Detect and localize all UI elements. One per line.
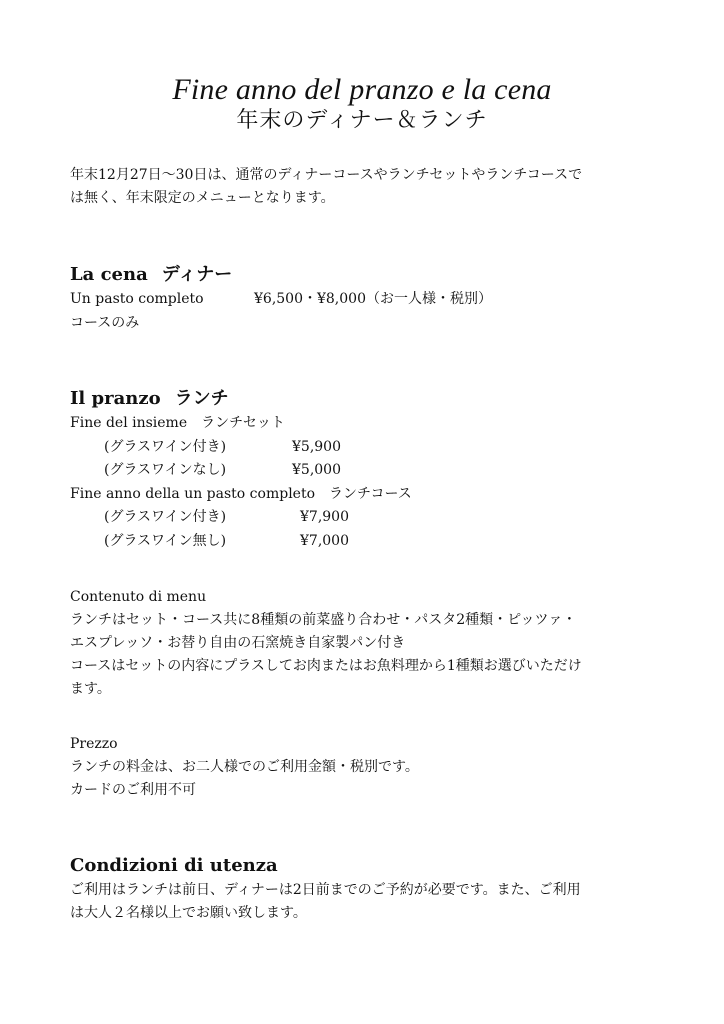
condizioni-line: は大人２名様以上でお願い致します。 xyxy=(70,905,307,921)
set-label-japanese: ランチセット xyxy=(201,415,285,431)
contenuto-line: ます。 xyxy=(70,681,111,697)
section-cena xyxy=(70,262,660,335)
lunch-set-title xyxy=(70,412,660,436)
intro-line: は無く、年末限定のメニューとなります。 xyxy=(70,190,335,206)
contenuto-line: コースはセットの内容にプラスしてお肉またはお魚料理から1種類お選びいただけ xyxy=(70,658,582,674)
section-heading-prezzo: Prezzo xyxy=(70,736,118,752)
section-contenuto xyxy=(70,586,660,701)
cena-note: コースのみ xyxy=(70,314,140,331)
course-price: ¥6,500・¥8,000（お一人様・税別） xyxy=(254,291,492,307)
item-price: ¥7,900 xyxy=(300,509,349,525)
set-label-italian: Fine del insieme xyxy=(70,415,188,431)
heading-japanese: ディナー xyxy=(161,264,233,285)
lunch-course-item xyxy=(70,506,660,530)
intro-line: 年末12月27日〜30日は、通常のディナーコースやランチセットやランチコースで xyxy=(70,167,583,183)
item-label: (グラスワイン付き) xyxy=(104,509,227,525)
item-price: ¥7,000 xyxy=(300,532,349,549)
item-label: (グラスワイン付き) xyxy=(104,438,227,455)
prezzo-line: ランチの料金は、お二人様でのご利用金額・税別です。 xyxy=(70,759,419,775)
heading-italian: La cena xyxy=(70,264,148,285)
page-title-italian: Fine anno del pranzo e la cena xyxy=(172,73,552,106)
item-price: ¥5,900 xyxy=(292,438,341,455)
section-heading-contenuto: Contenuto di menu xyxy=(70,589,207,605)
section-heading-condizioni: Condizioni di utenza xyxy=(70,855,278,876)
prezzo-line: カードのご利用不可 xyxy=(70,782,196,798)
section-pranzo xyxy=(70,386,660,553)
lunch-set-item xyxy=(70,459,660,483)
lunch-set-item xyxy=(70,436,660,460)
page-title-japanese: 年末のディナー＆ランチ xyxy=(236,108,488,133)
heading-italian: Il pranzo xyxy=(70,388,161,409)
item-price: ¥5,000 xyxy=(292,462,341,478)
heading-japanese: ランチ xyxy=(174,388,229,409)
section-condizioni xyxy=(70,853,660,925)
condizioni-line: ご利用はランチは前日、ディナーは2日前までのご予約が必要です。また、ご利用 xyxy=(70,882,581,898)
section-heading-pranzo xyxy=(70,386,660,412)
course-label-japanese: ランチコース xyxy=(329,485,412,502)
intro-paragraph xyxy=(70,164,660,210)
course-label: Un pasto completo xyxy=(70,291,204,307)
item-label: (グラスワイン無し) xyxy=(104,532,227,549)
cena-course-row xyxy=(70,288,660,312)
item-label: (グラスワインなし) xyxy=(104,462,227,478)
course-label-italian: Fine anno della un pasto completo xyxy=(70,485,316,502)
section-heading-cena xyxy=(70,262,660,288)
contenuto-line: ランチはセット・コース共に8種類の前菜盛り合わせ・パスタ2種類・ピッツァ・ xyxy=(70,612,577,628)
lunch-course-title xyxy=(70,483,660,507)
contenuto-line: エスプレッソ・お替り自由の石窯焼き自家製パン付き xyxy=(70,635,406,651)
lunch-course-item xyxy=(70,530,660,554)
section-prezzo xyxy=(70,733,660,802)
